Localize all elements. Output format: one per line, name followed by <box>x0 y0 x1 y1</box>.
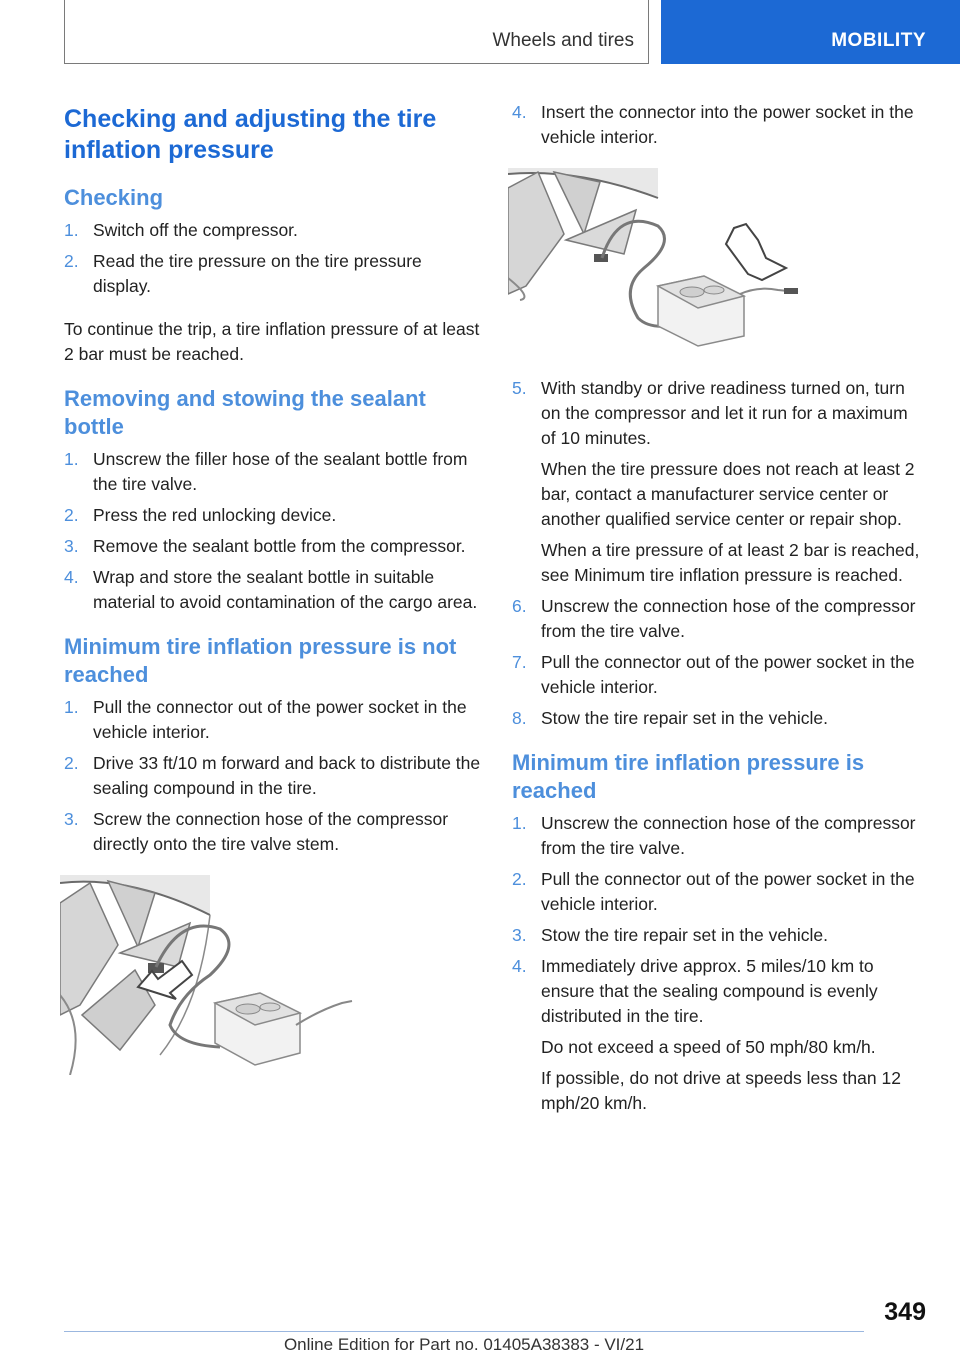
list-item: 3. Screw the connection hose of the compressor directly onto the tire valve stem. <box>64 809 449 854</box>
header-section-box <box>64 0 649 64</box>
list-item: 4. Insert the connector into the power socket in the vehicle interior. <box>512 102 914 147</box>
tire-wheel-icon <box>508 168 658 300</box>
header-chapter-title: MOBILITY <box>831 30 926 51</box>
header-section-title: Wheels and tires <box>492 30 634 51</box>
compressor-icon <box>215 993 352 1065</box>
list-item: 1. Switch off the compressor. <box>64 220 298 240</box>
header-chapter-tab <box>661 0 960 64</box>
list-item: 7. Pull the connector out of the power socket in the vehicle interior. <box>512 652 915 697</box>
checking-steps <box>64 218 484 299</box>
list-item: 2. Pull the connector out of the power socket in the vehicle interior. <box>512 869 915 914</box>
compressor-icon <box>658 276 798 346</box>
checking-note: To continue the trip, a tire inflation pressure of at least 2 bar must be reached. <box>64 319 480 364</box>
list-item: 1. Unscrew the filler hose of the sealant bottle from the tire valve. <box>64 449 468 494</box>
reached-heading: Minimum tire inflation pressure is reached <box>512 750 865 803</box>
list-item: 6. Unscrew the connection hose of the compressor from the tire valve. <box>512 596 916 641</box>
list-item: 2. Press the red unlocking device. <box>64 505 337 525</box>
list-item: 4. Wrap and store the sealant bottle in suitable material to avoid contamination of the cargo area. <box>64 567 478 612</box>
footer-edition: Online Edition for Part no. 01405A38383 - VI/21 <box>283 1335 645 1354</box>
removing-steps <box>64 447 484 615</box>
continued-steps-a <box>512 100 926 150</box>
page-title: Checking and adjusting the tire inflation pressure <box>64 105 437 164</box>
footer-divider <box>64 1331 864 1332</box>
removing-heading: Removing and stowing the sealant bottle <box>64 386 426 439</box>
left-column <box>64 100 484 1093</box>
list-item: 5. With standby or drive readiness turned on, turn on the compressor and let it run for a maximum of 10 minutes. When the tire pressure does not reach at least 2 bar, contact a manufacturer service center or another qualified service center or repair shop. When a tire pressure of at least 2 bar is reached, see Minimum tire inflation pressure is reached. <box>512 378 920 585</box>
list-item: 3. Remove the sealant bottle from the compressor. <box>64 536 466 556</box>
list-item: 2. Read the tire pressure on the tire pressure display. <box>64 251 422 296</box>
list-item: 1. Pull the connector out of the power socket in the vehicle interior. <box>64 697 467 742</box>
continued-steps-b <box>512 376 926 731</box>
not-reached-steps <box>64 695 484 857</box>
right-column <box>512 100 926 1134</box>
list-item: 2. Drive 33 ft/10 m forward and back to distribute the sealing compound in the tire. <box>64 753 481 798</box>
checking-heading: Checking <box>64 185 164 210</box>
not-reached-heading: Minimum tire inflation pressure is not reached <box>64 634 457 687</box>
reached-steps <box>512 811 926 1116</box>
list-item: 4. Immediately drive approx. 5 miles/10 km to ensure that the sealing compound is evenly distributed in the tire. Do not exceed a speed of 50 mph/80 km/h. If possible, do not drive at speeds less than 12 mph/20 km/h. <box>512 956 901 1113</box>
list-item: 8. Stow the tire repair set in the vehicle. <box>512 708 828 728</box>
power-socket-illustration <box>508 168 808 358</box>
page-number: 349 <box>884 1298 926 1326</box>
list-item: 1. Unscrew the connection hose of the compressor from the tire valve. <box>512 813 916 858</box>
compressor-valve-illustration <box>60 875 360 1075</box>
list-item: 3. Stow the tire repair set in the vehicle. <box>512 925 828 945</box>
arrow-icon <box>726 224 786 280</box>
